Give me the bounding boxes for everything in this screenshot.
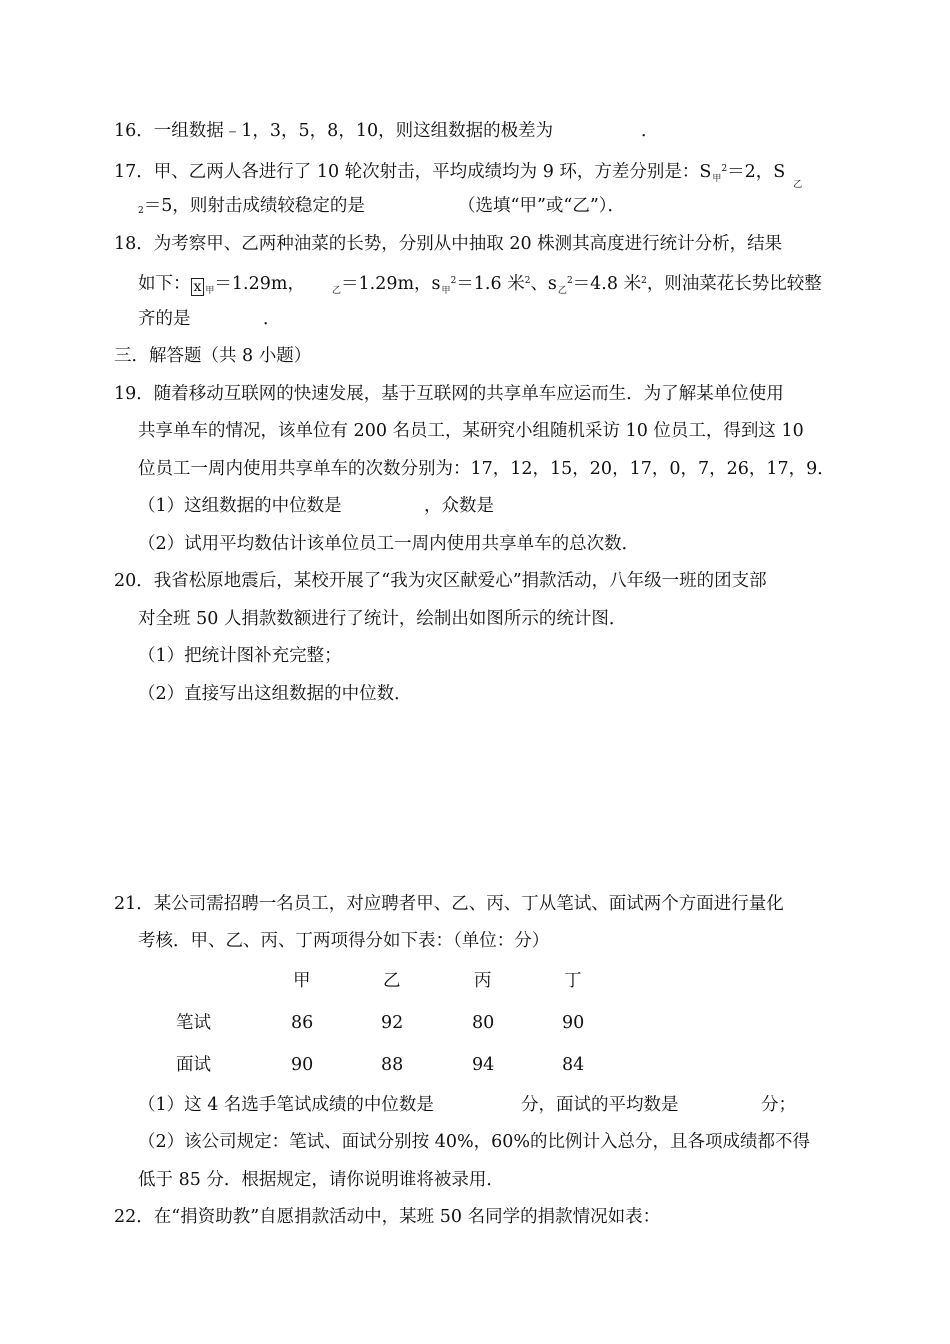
table-cell: 92 <box>381 1013 404 1033</box>
q17-text-mid: ＝2，S <box>727 162 786 182</box>
q21-part1: （1）这 4 名选手笔试成绩的中位数是 <box>138 1095 434 1115</box>
q19-text-1: 随着移动互联网的快速发展，基于互联网的共享单车应运而生．为了解某单位使用 <box>153 384 784 404</box>
q18-xbar-image: x <box>191 278 205 296</box>
q21-part1b: 分，面试的平均数是 <box>521 1095 679 1115</box>
q21-part1c: 分； <box>761 1095 796 1115</box>
q17-sup-2b: 2 <box>138 206 144 216</box>
q21-part2: （2）该公司规定：笔试、面试分别按 40%，60%的比例计入总分，且各项成绩都不得 <box>138 1132 810 1152</box>
table-header-yi: 乙 <box>383 971 401 991</box>
q16-end: ． <box>641 121 659 141</box>
question-20-line2: 对全班 50 人捐款数额进行了统计，绘制出如图所示的统计图． <box>138 609 627 629</box>
q17-sub-yi: 乙 <box>793 180 803 190</box>
question-18-line1 <box>114 233 782 255</box>
table-row-label-interview: 面试 <box>176 1055 211 1075</box>
q16-number: 16． <box>114 121 154 141</box>
q19-number: 19． <box>114 384 154 404</box>
q18-text-2a: 如下： <box>138 274 191 294</box>
q18-sup-2d: 2 <box>641 276 647 286</box>
table-cell: 84 <box>562 1055 585 1075</box>
q18-text-2b: ＝1.29m， <box>214 274 305 294</box>
table-cell: 94 <box>472 1055 495 1075</box>
q21-text-1: 某公司需招聘一名员工，对应聘者甲、乙、丙、丁从笔试、面试两个方面进行量化 <box>153 894 784 914</box>
q22-number: 22． <box>114 1207 154 1227</box>
q17-sup-2a: 2 <box>721 164 728 174</box>
table-cell: 90 <box>562 1013 585 1033</box>
q18-sub-yi-2: 乙 <box>557 286 567 296</box>
q18-text-2f: ＝4.8 米 <box>572 274 642 294</box>
q18-sup-2b: 2 <box>524 276 531 286</box>
question-16 <box>114 120 553 142</box>
table-cell: 80 <box>472 1013 495 1033</box>
q19-part2: （2）试用平均数估计该单位员工一周内使用共享单车的总次数． <box>138 534 640 554</box>
table-header-bing: 丙 <box>474 971 492 991</box>
question-19-line1 <box>114 383 784 405</box>
q18-text-1: 为考察甲、乙两种油菜的长势，分别从中抽取 20 株测其高度进行统计分析，结果 <box>153 234 783 254</box>
question-18-line2 <box>138 270 822 302</box>
q16-text: 一组数据﹣1，3，5，8，10，则这组数据的极差为 <box>153 121 554 141</box>
q17-sub-jia: 甲 <box>712 174 722 184</box>
question-17-line2 <box>138 195 365 222</box>
q20-part1: （1）把统计图补充完整； <box>138 646 342 666</box>
q17-line2-end: （选填“甲”或“乙”）． <box>458 196 626 216</box>
q17-text-1: 甲、乙两人各进行了 10 轮次射击，平均成绩均为 9 环，方差分别是：S <box>153 162 712 182</box>
q18-text-2c: ＝1.29m，s <box>341 274 441 294</box>
q19-part1b: ，众数是 <box>424 496 494 516</box>
q20-part2: （2）直接写出这组数据的中位数． <box>138 684 412 704</box>
q19-part1: （1）这组数据的中位数是 <box>138 496 342 516</box>
table-cell: 90 <box>291 1055 314 1075</box>
q18-sup-2c: 2 <box>566 276 573 286</box>
q18-line3-end: ． <box>263 309 281 329</box>
question-19-line3: 位员工一周内使用共享单车的次数分别为：17，12，15，20，17，0，7，26，17，9． <box>138 459 835 479</box>
question-21-line2: 考核．甲、乙、丙、丁两项得分如下表：（单位：分） <box>138 931 550 951</box>
q17-number: 17． <box>114 162 154 182</box>
q22-text: 在“捐资助教”自愿捐款活动中，某班 50 名同学的捐款情况如表： <box>153 1207 661 1227</box>
q18-sub-jia-2: 甲 <box>441 286 451 296</box>
q20-text-1: 我省松原地震后，某校开展了“我为灾区献爱心”捐款活动，八年级一班的团支部 <box>153 571 767 591</box>
question-19-line2: 共享单车的情况，该单位有 200 名员工，某研究小组随机采访 10 位员工，得到这 10 <box>138 421 804 441</box>
q21-part2b: 低于 85 分．根据规定，请你说明谁将被录用． <box>138 1170 504 1190</box>
q20-number: 20． <box>114 571 154 591</box>
table-cell: 86 <box>291 1013 314 1033</box>
question-20-line1 <box>114 570 767 592</box>
table-row-label-written: 笔试 <box>176 1013 211 1033</box>
q18-text-2e: 、s <box>530 274 557 294</box>
q18-text-2d: ＝1.6 米 <box>456 274 525 294</box>
question-18-line3: 齐的是 <box>138 309 191 329</box>
table-header-jia: 甲 <box>293 971 311 991</box>
q18-number: 18． <box>114 234 154 254</box>
question-17-line1 <box>114 158 802 196</box>
q18-sub-yi: 乙 <box>331 286 341 296</box>
table-header-ding: 丁 <box>564 971 582 991</box>
q18-sup-2a: 2 <box>450 276 457 286</box>
q21-number: 21． <box>114 894 154 914</box>
q18-sub-jia: 甲 <box>205 286 215 296</box>
question-21-line1 <box>114 893 784 915</box>
q18-text-2g: ，则油菜花长势比较整 <box>646 274 822 294</box>
q17-text-2: ＝5，则射击成绩较稳定的是 <box>143 196 365 216</box>
section-heading: 三．解答题（共 8 小题） <box>114 346 312 366</box>
question-22 <box>114 1206 660 1228</box>
table-cell: 88 <box>381 1055 404 1075</box>
